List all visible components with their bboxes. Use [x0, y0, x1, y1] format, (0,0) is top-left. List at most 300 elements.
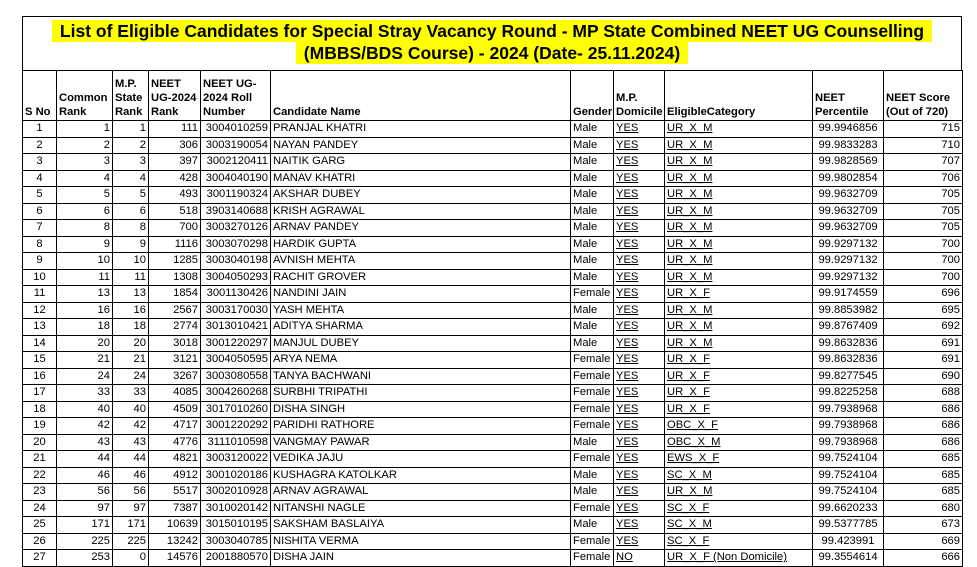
- cell-eligible-category: UR_X_M: [665, 187, 813, 204]
- cell-neet-rank: 4912: [149, 467, 201, 484]
- table-row: [23, 451, 963, 468]
- table-row: [23, 154, 963, 171]
- cell-mp-rank: 2: [113, 137, 149, 154]
- cell-domicile: YES: [614, 286, 665, 303]
- cell-neet-score: 680: [884, 500, 963, 517]
- cell-mp-rank: 18: [113, 319, 149, 336]
- table-row: [23, 286, 963, 303]
- cell-roll-number: 3001220292: [201, 418, 271, 435]
- cell-neet-percentile: 99.9174559: [813, 286, 884, 303]
- cell-neet-score: 705: [884, 203, 963, 220]
- cell-neet-rank: 4776: [149, 434, 201, 451]
- cell-neet-percentile: 99.8767409: [813, 319, 884, 336]
- cell-neet-score: 691: [884, 335, 963, 352]
- cell-mp-rank: 97: [113, 500, 149, 517]
- cell-roll-number: 3010020142: [201, 500, 271, 517]
- cell-domicile: YES: [614, 203, 665, 220]
- cell-roll-number: 3003190054: [201, 137, 271, 154]
- cell-domicile: YES: [614, 253, 665, 270]
- cell-gender: Female: [571, 418, 614, 435]
- header-common-rank: Common Rank: [57, 71, 113, 121]
- cell-domicile: YES: [614, 368, 665, 385]
- cell-common-rank: 33: [57, 385, 113, 402]
- cell-common-rank: 21: [57, 352, 113, 369]
- cell-neet-percentile: 99.7524104: [813, 484, 884, 501]
- cell-roll-number: 3003070298: [201, 236, 271, 253]
- cell-sno: 13: [23, 319, 57, 336]
- cell-candidate-name: VANGMAY PAWAR: [271, 434, 571, 451]
- header-eligible-category: EligibleCategory: [665, 71, 813, 121]
- table-row: [23, 319, 963, 336]
- cell-neet-percentile: 99.8225258: [813, 385, 884, 402]
- cell-mp-rank: 3: [113, 154, 149, 171]
- cell-mp-rank: 10: [113, 253, 149, 270]
- cell-neet-rank: 1116: [149, 236, 201, 253]
- cell-common-rank: 253: [57, 550, 113, 567]
- header-neet-rank: NEET UG-2024 Rank: [149, 71, 201, 121]
- cell-gender: Male: [571, 269, 614, 286]
- cell-eligible-category: UR_X_M: [665, 203, 813, 220]
- table-row: [23, 187, 963, 204]
- cell-domicile: YES: [614, 401, 665, 418]
- cell-neet-percentile: 99.9297132: [813, 236, 884, 253]
- cell-common-rank: 9: [57, 236, 113, 253]
- cell-gender: Female: [571, 550, 614, 567]
- header-roll-number: NEET UG-2024 Roll Number: [201, 71, 271, 121]
- cell-candidate-name: AKSHAR DUBEY: [271, 187, 571, 204]
- cell-neet-percentile: 99.8277545: [813, 368, 884, 385]
- cell-candidate-name: NISHITA VERMA: [271, 533, 571, 550]
- cell-neet-rank: 700: [149, 220, 201, 237]
- cell-gender: Male: [571, 187, 614, 204]
- table-row: [23, 484, 963, 501]
- cell-gender: Female: [571, 500, 614, 517]
- cell-gender: Male: [571, 154, 614, 171]
- cell-neet-rank: 5517: [149, 484, 201, 501]
- cell-domicile: YES: [614, 385, 665, 402]
- cell-neet-rank: 3267: [149, 368, 201, 385]
- cell-eligible-category: UR_X_M: [665, 484, 813, 501]
- cell-roll-number: 3001190324: [201, 187, 271, 204]
- cell-common-rank: 3: [57, 154, 113, 171]
- cell-candidate-name: RACHIT GROVER: [271, 269, 571, 286]
- cell-eligible-category: UR_X_M: [665, 154, 813, 171]
- cell-candidate-name: SAKSHAM BASLAIYA: [271, 517, 571, 534]
- cell-neet-percentile: 99.423991: [813, 533, 884, 550]
- cell-neet-rank: 1308: [149, 269, 201, 286]
- cell-roll-number: 3004260268: [201, 385, 271, 402]
- cell-neet-rank: 4509: [149, 401, 201, 418]
- cell-neet-percentile: 99.9297132: [813, 269, 884, 286]
- cell-neet-score: 696: [884, 286, 963, 303]
- cell-gender: Male: [571, 517, 614, 534]
- cell-sno: 11: [23, 286, 57, 303]
- cell-sno: 21: [23, 451, 57, 468]
- cell-domicile: NO: [614, 550, 665, 567]
- cell-domicile: YES: [614, 269, 665, 286]
- cell-sno: 14: [23, 335, 57, 352]
- cell-candidate-name: ARNAV AGRAWAL: [271, 484, 571, 501]
- cell-gender: Male: [571, 137, 614, 154]
- cell-neet-percentile: 99.9802854: [813, 170, 884, 187]
- cell-gender: Female: [571, 533, 614, 550]
- cell-roll-number: 3003170030: [201, 302, 271, 319]
- cell-neet-rank: 4821: [149, 451, 201, 468]
- cell-neet-rank: 3121: [149, 352, 201, 369]
- cell-candidate-name: PARIDHI RATHORE: [271, 418, 571, 435]
- cell-common-rank: 225: [57, 533, 113, 550]
- cell-roll-number: 2001880570: [201, 550, 271, 567]
- cell-neet-score: 690: [884, 368, 963, 385]
- cell-neet-percentile: 99.8632836: [813, 335, 884, 352]
- cell-neet-score: 686: [884, 401, 963, 418]
- table-row: [23, 533, 963, 550]
- cell-neet-percentile: 99.9946856: [813, 121, 884, 138]
- table-row: [23, 352, 963, 369]
- cell-neet-rank: 1854: [149, 286, 201, 303]
- cell-neet-rank: 14576: [149, 550, 201, 567]
- table-row: [23, 401, 963, 418]
- cell-gender: Male: [571, 253, 614, 270]
- table-row: [23, 253, 963, 270]
- table-row: [23, 302, 963, 319]
- cell-neet-score: 686: [884, 434, 963, 451]
- cell-domicile: YES: [614, 418, 665, 435]
- cell-eligible-category: SC_X_M: [665, 467, 813, 484]
- cell-gender: Male: [571, 302, 614, 319]
- cell-eligible-category: OBC_X_M: [665, 434, 813, 451]
- cell-domicile: YES: [614, 220, 665, 237]
- cell-mp-rank: 44: [113, 451, 149, 468]
- cell-neet-rank: 518: [149, 203, 201, 220]
- cell-sno: 23: [23, 484, 57, 501]
- cell-mp-rank: 171: [113, 517, 149, 534]
- cell-candidate-name: KRISH AGRAWAL: [271, 203, 571, 220]
- cell-common-rank: 5: [57, 187, 113, 204]
- cell-common-rank: 40: [57, 401, 113, 418]
- cell-candidate-name: TANYA BACHWANI: [271, 368, 571, 385]
- cell-neet-percentile: 99.7938968: [813, 434, 884, 451]
- cell-common-rank: 44: [57, 451, 113, 468]
- cell-sno: 25: [23, 517, 57, 534]
- cell-mp-rank: 8: [113, 220, 149, 237]
- cell-neet-score: 705: [884, 187, 963, 204]
- cell-neet-rank: 13242: [149, 533, 201, 550]
- header-neet-score: NEET Score (Out of 720): [884, 71, 963, 121]
- cell-roll-number: 3001020186: [201, 467, 271, 484]
- cell-neet-rank: 1285: [149, 253, 201, 270]
- cell-gender: Male: [571, 484, 614, 501]
- cell-neet-percentile: 99.9828569: [813, 154, 884, 171]
- cell-neet-score: 715: [884, 121, 963, 138]
- cell-neet-score: 685: [884, 451, 963, 468]
- cell-candidate-name: DISHA JAIN: [271, 550, 571, 567]
- cell-mp-rank: 225: [113, 533, 149, 550]
- cell-gender: Female: [571, 401, 614, 418]
- cell-common-rank: 2: [57, 137, 113, 154]
- cell-candidate-name: NITANSHI NAGLE: [271, 500, 571, 517]
- cell-mp-rank: 21: [113, 352, 149, 369]
- cell-neet-percentile: 99.8632836: [813, 352, 884, 369]
- header-mp-rank: M.P. State Rank: [113, 71, 149, 121]
- cell-mp-rank: 9: [113, 236, 149, 253]
- cell-common-rank: 18: [57, 319, 113, 336]
- cell-eligible-category: OBC_X_F: [665, 418, 813, 435]
- cell-neet-rank: 428: [149, 170, 201, 187]
- table-row: [23, 335, 963, 352]
- cell-gender: Male: [571, 319, 614, 336]
- cell-eligible-category: UR_X_M: [665, 335, 813, 352]
- cell-roll-number: 3111010598: [201, 434, 271, 451]
- cell-gender: Female: [571, 451, 614, 468]
- cell-neet-score: 700: [884, 236, 963, 253]
- cell-mp-rank: 6: [113, 203, 149, 220]
- cell-neet-score: 666: [884, 550, 963, 567]
- cell-common-rank: 97: [57, 500, 113, 517]
- header-domicile: M.P. Domicile: [614, 71, 665, 121]
- cell-neet-rank: 397: [149, 154, 201, 171]
- cell-neet-percentile: 99.9632709: [813, 187, 884, 204]
- cell-common-rank: 16: [57, 302, 113, 319]
- cell-neet-score: 705: [884, 220, 963, 237]
- cell-candidate-name: ADITYA SHARMA: [271, 319, 571, 336]
- header-sno: S No: [23, 71, 57, 121]
- table-row: [23, 236, 963, 253]
- table-row: [23, 137, 963, 154]
- cell-gender: Male: [571, 170, 614, 187]
- cell-domicile: YES: [614, 121, 665, 138]
- cell-neet-rank: 4717: [149, 418, 201, 435]
- cell-eligible-category: UR_X_F: [665, 368, 813, 385]
- cell-sno: 16: [23, 368, 57, 385]
- cell-sno: 4: [23, 170, 57, 187]
- cell-candidate-name: NANDINI JAIN: [271, 286, 571, 303]
- cell-neet-score: 700: [884, 269, 963, 286]
- cell-neet-score: 695: [884, 302, 963, 319]
- table-row: [23, 203, 963, 220]
- cell-neet-score: 700: [884, 253, 963, 270]
- cell-eligible-category: UR_X_F (Non Domicile): [665, 550, 813, 567]
- cell-roll-number: 3004010259: [201, 121, 271, 138]
- cell-candidate-name: VEDIKA JAJU: [271, 451, 571, 468]
- cell-neet-percentile: 99.9833283: [813, 137, 884, 154]
- cell-eligible-category: SC_X_M: [665, 517, 813, 534]
- cell-neet-percentile: 99.5377785: [813, 517, 884, 534]
- document-sheet: [22, 16, 962, 567]
- cell-neet-rank: 2567: [149, 302, 201, 319]
- cell-domicile: YES: [614, 434, 665, 451]
- cell-eligible-category: UR_X_M: [665, 121, 813, 138]
- table-body: [23, 121, 963, 567]
- cell-common-rank: 4: [57, 170, 113, 187]
- document-title: [22, 16, 962, 70]
- cell-candidate-name: ARYA NEMA: [271, 352, 571, 369]
- cell-neet-percentile: 99.8853982: [813, 302, 884, 319]
- cell-neet-rank: 306: [149, 137, 201, 154]
- cell-candidate-name: SURBHI TRIPATHI: [271, 385, 571, 402]
- cell-neet-percentile: 99.6620233: [813, 500, 884, 517]
- cell-neet-score: 707: [884, 154, 963, 171]
- cell-candidate-name: ARNAV PANDEY: [271, 220, 571, 237]
- cell-sno: 10: [23, 269, 57, 286]
- cell-common-rank: 11: [57, 269, 113, 286]
- cell-roll-number: 3017010260: [201, 401, 271, 418]
- cell-common-rank: 13: [57, 286, 113, 303]
- cell-common-rank: 42: [57, 418, 113, 435]
- cell-domicile: YES: [614, 484, 665, 501]
- cell-domicile: YES: [614, 154, 665, 171]
- cell-candidate-name: AVNISH MEHTA: [271, 253, 571, 270]
- cell-eligible-category: UR_X_F: [665, 352, 813, 369]
- cell-eligible-category: UR_X_M: [665, 220, 813, 237]
- cell-sno: 5: [23, 187, 57, 204]
- title-line-1: List of Eligible Candidates for Special Stray Vacancy Round - MP State Combined NEET UG Counselling: [52, 20, 932, 42]
- cell-common-rank: 43: [57, 434, 113, 451]
- cell-roll-number: 3004040190: [201, 170, 271, 187]
- cell-gender: Male: [571, 434, 614, 451]
- cell-roll-number: 3004050293: [201, 269, 271, 286]
- cell-eligible-category: UR_X_M: [665, 269, 813, 286]
- table-row: [23, 500, 963, 517]
- cell-domicile: YES: [614, 302, 665, 319]
- cell-candidate-name: MANAV KHATRI: [271, 170, 571, 187]
- cell-sno: 6: [23, 203, 57, 220]
- cell-sno: 26: [23, 533, 57, 550]
- table-row: [23, 368, 963, 385]
- cell-neet-score: 706: [884, 170, 963, 187]
- cell-roll-number: 3002010928: [201, 484, 271, 501]
- cell-common-rank: 6: [57, 203, 113, 220]
- cell-roll-number: 3003040785: [201, 533, 271, 550]
- cell-domicile: YES: [614, 451, 665, 468]
- cell-common-rank: 46: [57, 467, 113, 484]
- cell-gender: Female: [571, 368, 614, 385]
- cell-eligible-category: UR_X_M: [665, 253, 813, 270]
- cell-common-rank: 10: [57, 253, 113, 270]
- cell-mp-rank: 24: [113, 368, 149, 385]
- cell-roll-number: 3013010421: [201, 319, 271, 336]
- cell-candidate-name: NAYAN PANDEY: [271, 137, 571, 154]
- cell-neet-percentile: 99.7938968: [813, 401, 884, 418]
- cell-roll-number: 3002120411: [201, 154, 271, 171]
- cell-sno: 17: [23, 385, 57, 402]
- cell-domicile: YES: [614, 517, 665, 534]
- header-candidate-name: Candidate Name: [271, 71, 571, 121]
- cell-mp-rank: 56: [113, 484, 149, 501]
- cell-neet-rank: 111: [149, 121, 201, 138]
- cell-candidate-name: MANJUL DUBEY: [271, 335, 571, 352]
- cell-sno: 7: [23, 220, 57, 237]
- cell-candidate-name: HARDIK GUPTA: [271, 236, 571, 253]
- cell-eligible-category: UR_X_M: [665, 302, 813, 319]
- cell-neet-score: 686: [884, 418, 963, 435]
- cell-eligible-category: UR_X_M: [665, 319, 813, 336]
- cell-mp-rank: 20: [113, 335, 149, 352]
- cell-roll-number: 3003040198: [201, 253, 271, 270]
- cell-sno: 12: [23, 302, 57, 319]
- table-row: [23, 385, 963, 402]
- cell-mp-rank: 5: [113, 187, 149, 204]
- cell-mp-rank: 1: [113, 121, 149, 138]
- cell-sno: 8: [23, 236, 57, 253]
- cell-mp-rank: 0: [113, 550, 149, 567]
- cell-eligible-category: UR_X_M: [665, 236, 813, 253]
- cell-roll-number: 3004050595: [201, 352, 271, 369]
- table-row: [23, 467, 963, 484]
- cell-eligible-category: UR_X_M: [665, 170, 813, 187]
- table-row: [23, 121, 963, 138]
- cell-common-rank: 8: [57, 220, 113, 237]
- cell-neet-percentile: 99.7524104: [813, 451, 884, 468]
- cell-domicile: YES: [614, 467, 665, 484]
- cell-neet-score: 710: [884, 137, 963, 154]
- cell-eligible-category: SC_X_F: [665, 533, 813, 550]
- cell-domicile: YES: [614, 335, 665, 352]
- cell-domicile: YES: [614, 236, 665, 253]
- cell-sno: 24: [23, 500, 57, 517]
- cell-eligible-category: UR_X_F: [665, 401, 813, 418]
- cell-neet-score: 669: [884, 533, 963, 550]
- cell-sno: 20: [23, 434, 57, 451]
- cell-neet-percentile: 99.9297132: [813, 253, 884, 270]
- cell-common-rank: 24: [57, 368, 113, 385]
- cell-domicile: YES: [614, 170, 665, 187]
- cell-gender: Male: [571, 335, 614, 352]
- cell-neet-percentile: 99.7524104: [813, 467, 884, 484]
- cell-gender: Female: [571, 286, 614, 303]
- cell-roll-number: 3001220297: [201, 335, 271, 352]
- cell-eligible-category: UR_X_F: [665, 385, 813, 402]
- cell-mp-rank: 13: [113, 286, 149, 303]
- cell-sno: 18: [23, 401, 57, 418]
- cell-sno: 27: [23, 550, 57, 567]
- cell-roll-number: 3003270126: [201, 220, 271, 237]
- cell-mp-rank: 42: [113, 418, 149, 435]
- cell-neet-rank: 3018: [149, 335, 201, 352]
- cell-domicile: YES: [614, 352, 665, 369]
- cell-sno: 9: [23, 253, 57, 270]
- cell-sno: 15: [23, 352, 57, 369]
- title-line-2: (MBBS/BDS Course) - 2024 (Date- 25.11.2024): [296, 42, 688, 64]
- cell-common-rank: 56: [57, 484, 113, 501]
- cell-sno: 22: [23, 467, 57, 484]
- cell-candidate-name: DISHA SINGH: [271, 401, 571, 418]
- cell-roll-number: 3015010195: [201, 517, 271, 534]
- cell-candidate-name: KUSHAGRA KATOLKAR: [271, 467, 571, 484]
- cell-mp-rank: 43: [113, 434, 149, 451]
- cell-candidate-name: NAITIK GARG: [271, 154, 571, 171]
- cell-gender: Male: [571, 121, 614, 138]
- cell-eligible-category: UR_X_M: [665, 137, 813, 154]
- cell-mp-rank: 16: [113, 302, 149, 319]
- cell-eligible-category: EWS_X_F: [665, 451, 813, 468]
- cell-neet-percentile: 99.3554614: [813, 550, 884, 567]
- cell-neet-score: 691: [884, 352, 963, 369]
- cell-common-rank: 1: [57, 121, 113, 138]
- cell-sno: 19: [23, 418, 57, 435]
- cell-neet-score: 685: [884, 484, 963, 501]
- cell-domicile: YES: [614, 500, 665, 517]
- cell-neet-percentile: 99.7938968: [813, 418, 884, 435]
- cell-neet-rank: 493: [149, 187, 201, 204]
- cell-domicile: YES: [614, 319, 665, 336]
- table-row: [23, 170, 963, 187]
- cell-roll-number: 3003120022: [201, 451, 271, 468]
- cell-neet-score: 673: [884, 517, 963, 534]
- cell-neet-score: 685: [884, 467, 963, 484]
- cell-eligible-category: UR_X_F: [665, 286, 813, 303]
- header-neet-percentile: NEET Percentile: [813, 71, 884, 121]
